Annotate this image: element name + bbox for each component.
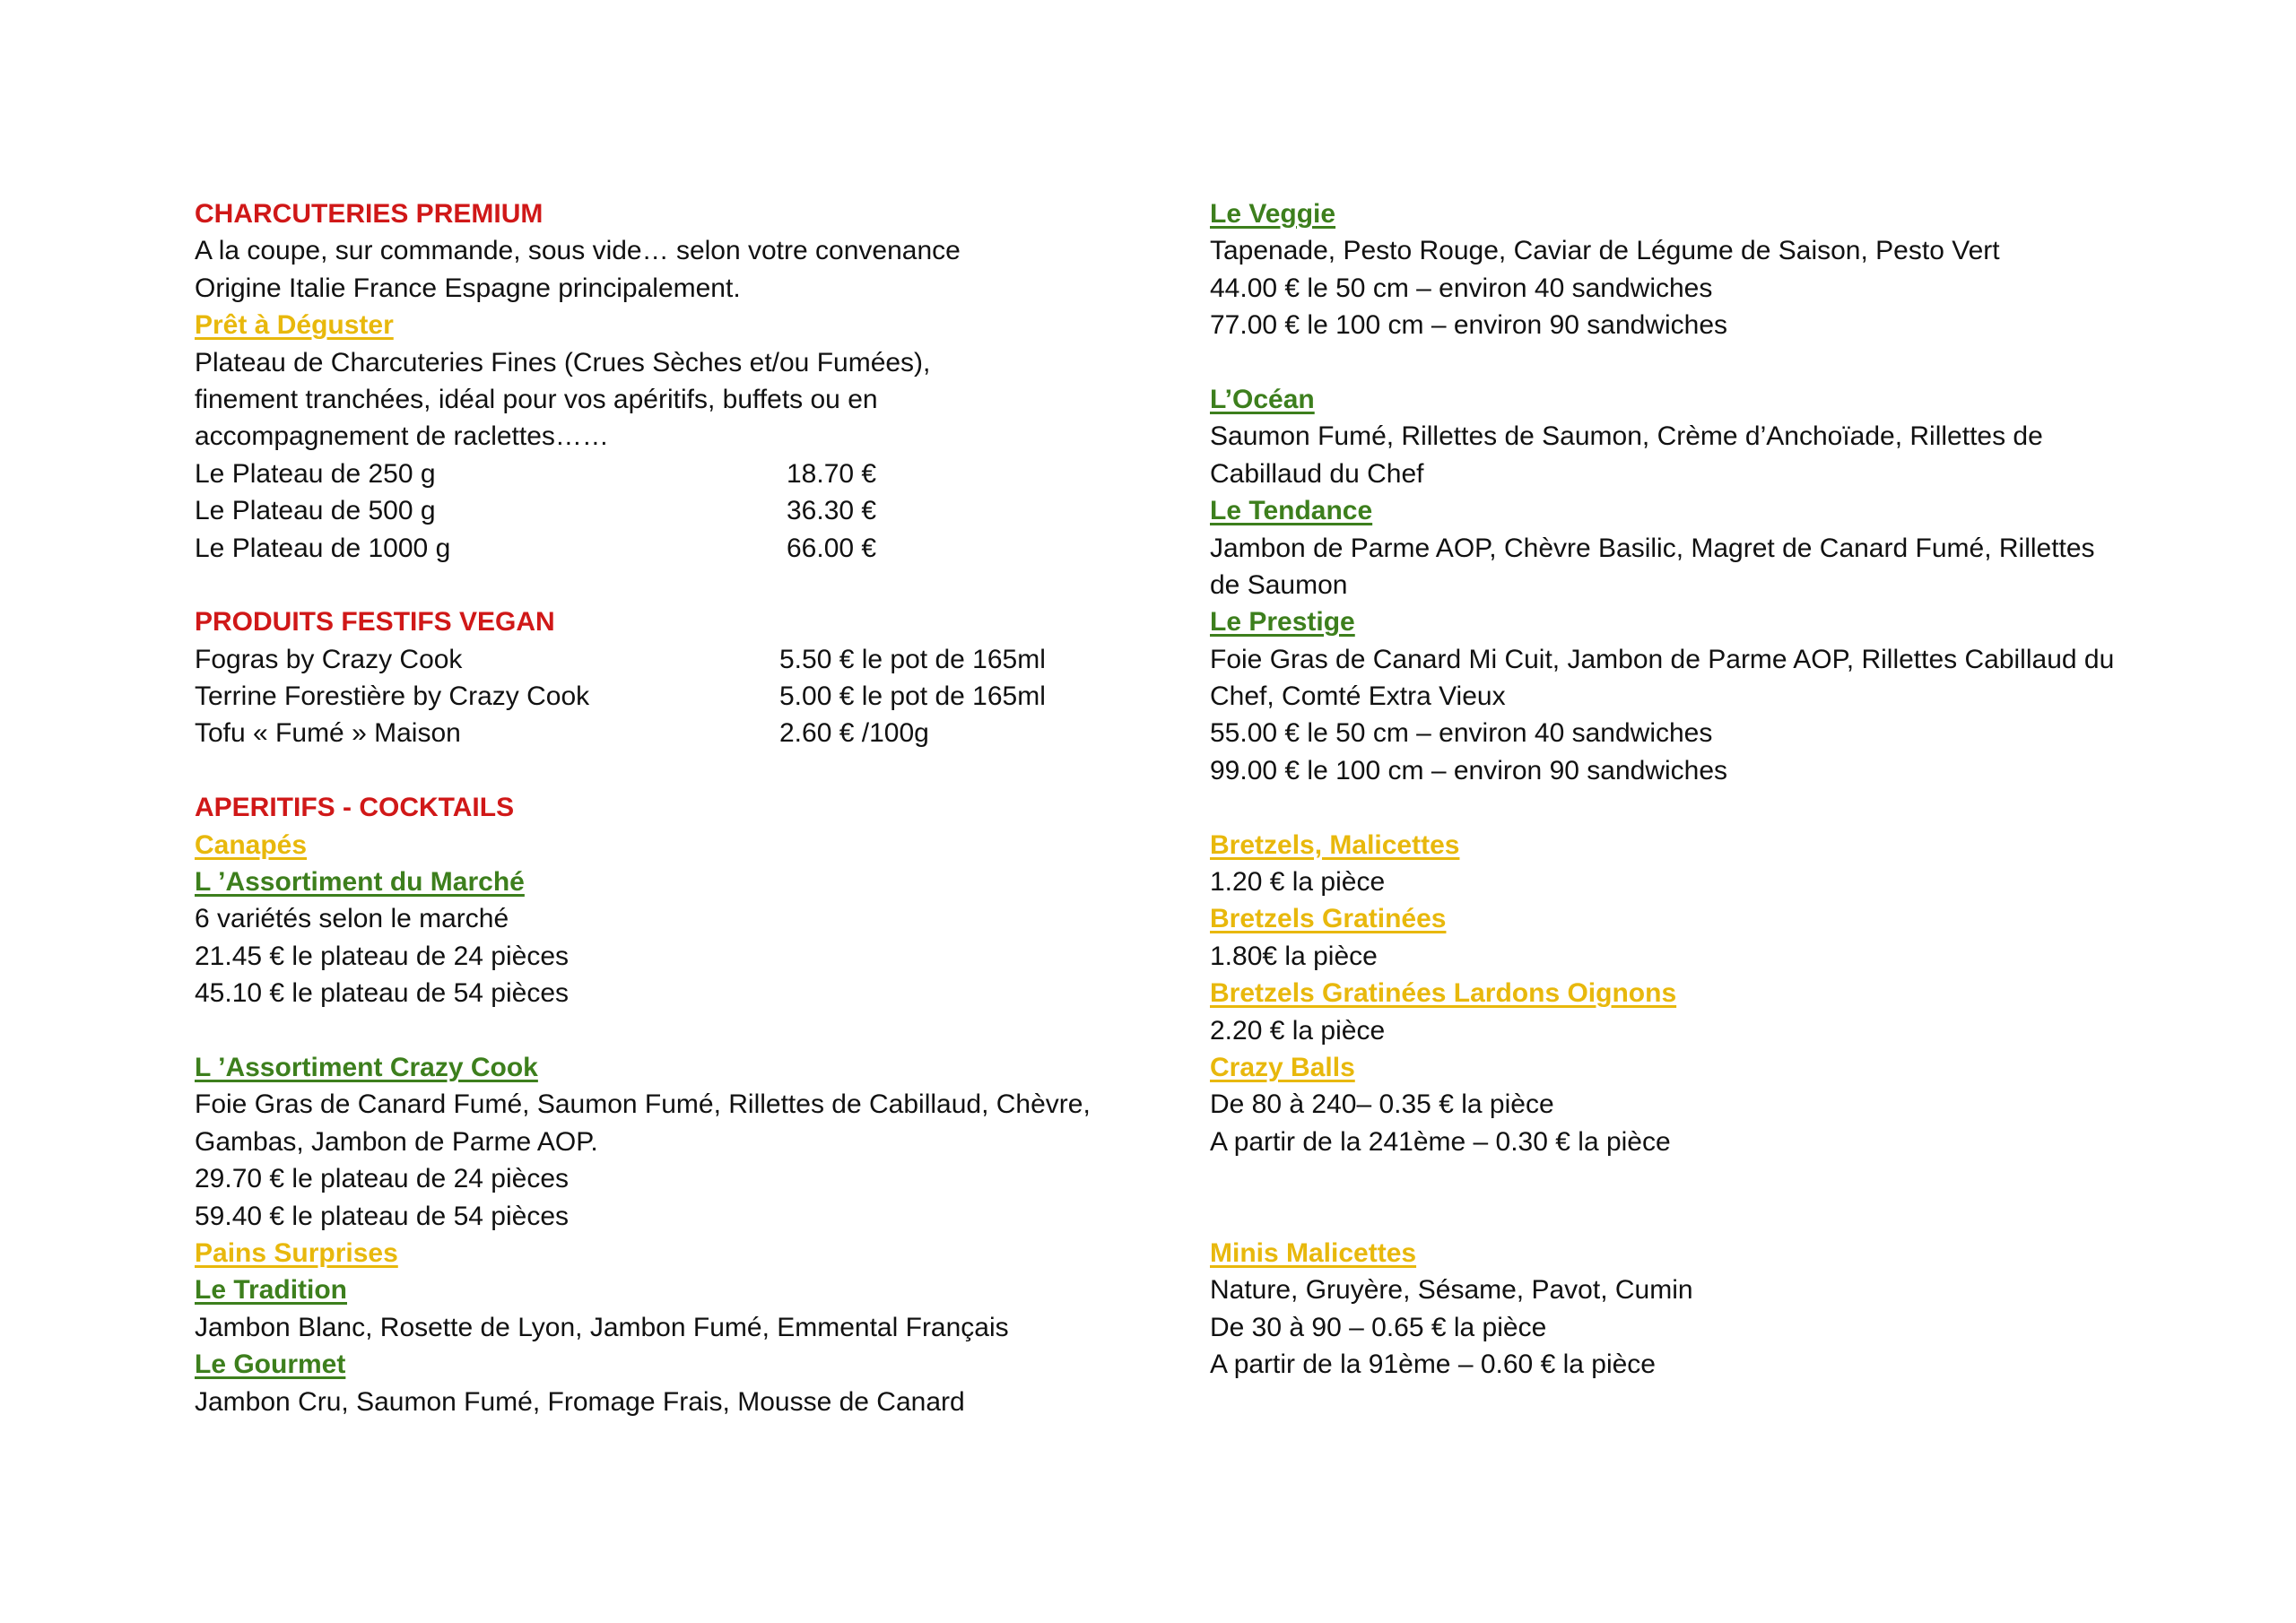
item-line: Saumon Fumé, Rillettes de Saumon, Crème d’Anchoïade, Rillettes de [1210,421,2043,452]
item-line: de Saumon [1210,569,1348,600]
item-line: Chef, Comté Extra Vieux [1210,681,1506,712]
item-line: Gambas, Jambon de Parme AOP. [195,1126,598,1157]
item-line: Jambon de Parme AOP, Chèvre Basilic, Magret de Canard Fumé, Rillettes [1210,533,2095,563]
item-title-bretzels-gratinees: Bretzels Gratinées [1210,904,1447,934]
price-value: 36.30 € [787,496,877,526]
item-line: Foie Gras de Canard Fumé, Saumon Fumé, Rillettes de Cabillaud, Chèvre, [195,1089,1091,1120]
subsection-pret-a-deguster: Prêt à Déguster [195,310,394,341]
item-line: 21.45 € le plateau de 24 pièces [195,941,569,971]
item-line: 99.00 € le 100 cm – environ 90 sandwiches [1210,755,1728,785]
section-title-charcuteries: CHARCUTERIES PREMIUM [195,199,544,229]
item-line: 29.70 € le plateau de 24 pièces [195,1164,569,1194]
item-line: Jambon Cru, Saumon Fumé, Fromage Frais, Mousse de Canard [195,1386,965,1417]
item-title-bretzels-lardons: Bretzels Gratinées Lardons Oignons [1210,978,1677,1009]
item-line: 1.20 € la pièce [1210,867,1386,898]
item-line: Tapenade, Pesto Rouge, Caviar de Légume de Saison, Pesto Vert [1210,236,2000,266]
item-title-minis-malicettes: Minis Malicettes [1210,1237,1417,1268]
section-title-aperitifs: APERITIFS - COCKTAILS [195,793,515,823]
price-row [195,456,1127,492]
price-label: Terrine Forestière by Crazy Cook [195,681,590,712]
item-title-gourmet: Le Gourmet [195,1350,346,1380]
item-line: A partir de la 241ème – 0.30 € la pièce [1210,1126,1671,1157]
item-line: 6 variétés selon le marché [195,904,509,934]
price-value: 5.00 € le pot de 165ml [779,681,1046,712]
section-title-vegan: PRODUITS FESTIFS VEGAN [195,607,555,638]
price-row [195,492,1127,529]
charcuteries-desc: Plateau de Charcuteries Fines (Crues Sèches et/ou Fumées), [195,347,931,378]
item-line: Foie Gras de Canard Mi Cuit, Jambon de Parme AOP, Rillettes Cabillaud du [1210,644,2115,674]
item-line: 77.00 € le 100 cm – environ 90 sandwiches [1210,310,1728,341]
left-column [195,195,1127,1420]
item-line: 55.00 € le 50 cm – environ 40 sandwiches [1210,718,1713,749]
subsection-pains-surprises: Pains Surprises [195,1237,398,1268]
item-title-bretzels: Bretzels, Malicettes [1210,829,1460,860]
item-line: 2.20 € la pièce [1210,1015,1386,1046]
item-title-prestige: Le Prestige [1210,607,1355,638]
item-line: Cabillaud du Chef [1210,458,1424,489]
price-value: 2.60 € /100g [779,718,929,749]
charcuteries-desc: finement tranchées, idéal pour vos apéritifs, buffets ou en [195,384,878,414]
price-label: Le Plateau de 250 g [195,458,436,489]
price-row [195,641,1127,678]
item-line: De 80 à 240– 0.35 € la pièce [1210,1089,1554,1120]
item-title-tendance: Le Tendance [1210,496,1373,526]
item-line: 44.00 € le 50 cm – environ 40 sandwiches [1210,273,1713,303]
item-title-crazy-balls: Crazy Balls [1210,1052,1355,1082]
price-value: 18.70 € [787,458,877,489]
item-title-veggie: Le Veggie [1210,199,1336,229]
price-label: Le Plateau de 500 g [195,496,436,526]
item-title-marche: L ’Assortiment du Marché [195,867,525,898]
price-value: 66.00 € [787,533,877,563]
item-line: Jambon Blanc, Rosette de Lyon, Jambon Fumé, Emmental Français [195,1312,1009,1342]
item-title-tradition: Le Tradition [195,1275,348,1306]
price-row [195,678,1127,715]
item-line: 1.80€ la pièce [1210,941,1378,971]
price-label: Le Plateau de 1000 g [195,533,451,563]
charcuteries-desc: accompagnement de raclettes…… [195,421,609,452]
item-line: De 30 à 90 – 0.65 € la pièce [1210,1312,1547,1342]
item-line: A partir de la 91ème – 0.60 € la pièce [1210,1350,1656,1380]
item-line: Nature, Gruyère, Sésame, Pavot, Cumin [1210,1275,1693,1306]
item-line: 45.10 € le plateau de 54 pièces [195,978,569,1009]
item-line: 59.40 € le plateau de 54 pièces [195,1201,569,1231]
item-title-ocean: L’Océan [1210,384,1315,414]
price-label: Tofu « Fumé » Maison [195,718,461,749]
subsection-canapes: Canapés [195,829,308,860]
price-row [195,715,1127,751]
price-label: Fogras by Crazy Cook [195,644,463,674]
right-column [1210,195,2161,1384]
item-title-crazy-cook: L ’Assortiment Crazy Cook [195,1052,538,1082]
price-row [195,530,1127,567]
charcuteries-line: Origine Italie France Espagne principalement. [195,273,741,303]
price-value: 5.50 € le pot de 165ml [779,644,1046,674]
charcuteries-line: A la coupe, sur commande, sous vide… selon votre convenance [195,236,961,266]
